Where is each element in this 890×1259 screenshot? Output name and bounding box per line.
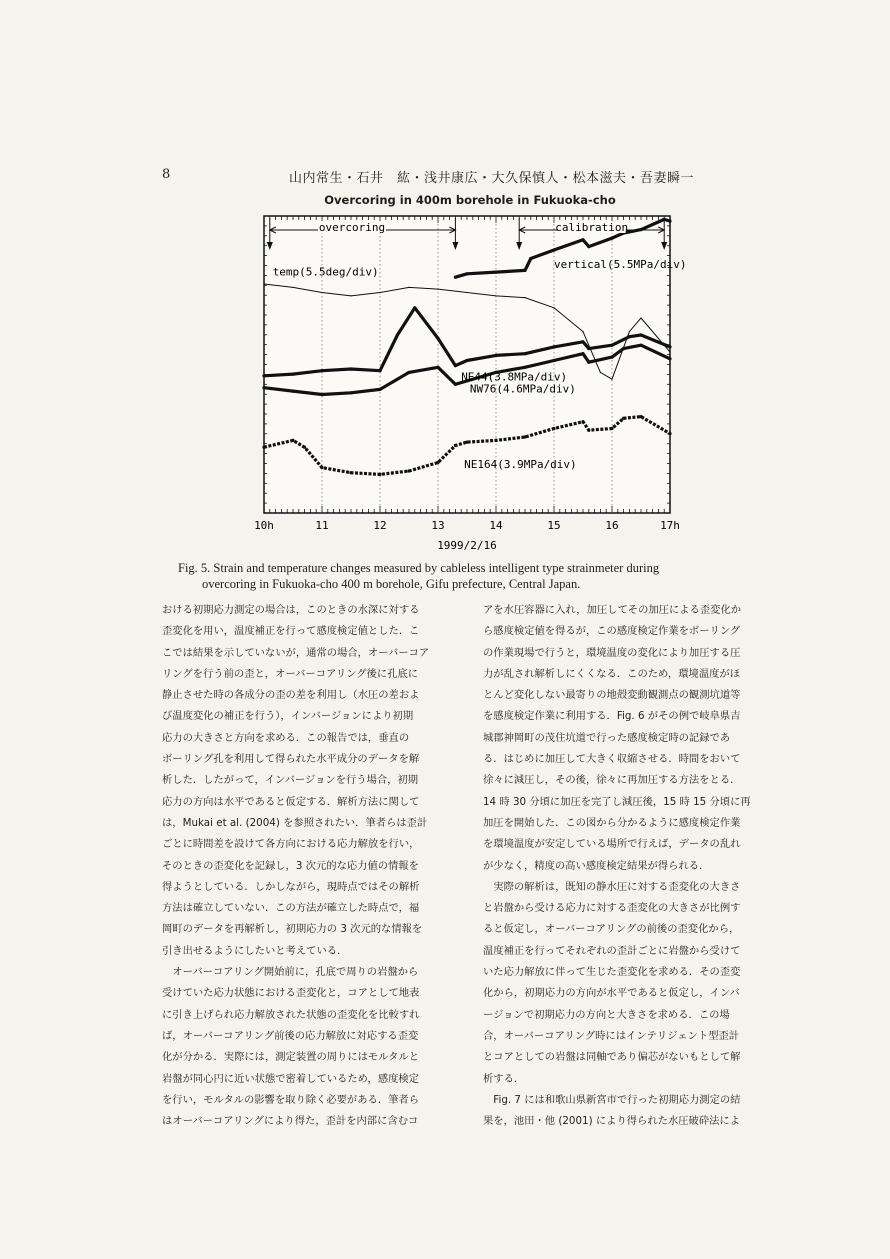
series-label: NW76(4.6MPa/div)	[469, 382, 576, 396]
series-point	[349, 367, 352, 370]
series-point	[628, 335, 631, 338]
text-line: に引き上げられ応力解放された状態の歪変化を比較すれ	[162, 1008, 420, 1021]
series-point	[668, 432, 671, 435]
series-point	[436, 461, 439, 464]
series-point	[668, 220, 671, 223]
series-point	[495, 295, 496, 296]
series-point	[465, 359, 468, 362]
series-point	[494, 354, 497, 357]
series-point	[407, 371, 410, 374]
text-line: アを水圧容器に入れ，加圧してその加圧による歪変化か	[483, 604, 742, 616]
series-label: NE44(3.8MPa/div)	[461, 370, 568, 384]
text-line: を行い，モルタルの影響を取り除く必要がある．筆者ら	[162, 1093, 420, 1106]
text-line: ると仮定し，オーバーコアリングの前後の歪変化から，	[483, 923, 740, 936]
series-point	[523, 352, 526, 355]
text-line: とコアとしての岩盤は同軸であり偏芯がないもとして解	[483, 1051, 741, 1064]
series-point	[494, 439, 497, 442]
series-point	[611, 379, 612, 380]
text-line: 化が分かる．実際には，測定装置の周りにはモルタルと	[162, 1051, 420, 1064]
series-point	[466, 292, 467, 293]
series-point	[262, 386, 265, 389]
series-point	[408, 287, 409, 288]
series-point	[587, 361, 590, 364]
caption-line-2: overcoring in Fukuoka-cho 400 m borehole, Gifu prefecture, Central Japan.	[202, 577, 581, 591]
text-line: 応力の方向は水平であると仮定する．解析方法に関して	[162, 795, 420, 808]
x-axis-label: 1999/2/16	[437, 539, 497, 552]
figure-title: Overcoring in 400m borehole in Fukuoka-cho	[324, 193, 616, 207]
series-point	[379, 292, 380, 293]
annotation-label: calibration	[555, 221, 629, 234]
series-point	[321, 292, 322, 293]
series-point	[610, 344, 613, 347]
text-line: 14 時 30 分頃に加圧を完了し減圧後，15 時 15 分頃に再	[483, 795, 751, 808]
series-point	[291, 390, 294, 393]
text-line: 得ようとしている．しかしながら，現時点ではその解析	[162, 880, 420, 893]
series-point	[349, 391, 352, 394]
series-point	[454, 383, 457, 386]
series-point	[640, 317, 641, 318]
series-point	[378, 473, 381, 476]
text-line: と岩盤から受ける応力に対する歪変化の大きさが比例す	[483, 902, 741, 915]
text-line: いた応力解放に伴って生じた歪変化を求める．その歪変	[483, 966, 741, 979]
text-line: 静止させた時の各成分の歪の差を利用し（水圧の差およ	[162, 689, 420, 702]
text-line: ら感度検定値を得るが，この感度検定作業をボーリング	[483, 625, 741, 638]
text-line: 析する．	[483, 1072, 525, 1085]
text-line: 力が乱され解析しにくくなる．このため，環境温度がほ	[483, 667, 741, 680]
series-point	[523, 435, 526, 438]
series-point	[622, 347, 625, 350]
text-line: る．はじめに加圧して大きく収縮させる．時間をおいて	[483, 753, 741, 766]
running-authors: 山内常生・石井 紘・浅井康広・大久保慎人・松本滋夫・吾妻瞬一	[289, 171, 695, 186]
text-line: 実際の解析は，既知の静水圧に対する歪変化の大きさ	[493, 880, 741, 893]
figure-caption	[178, 560, 778, 592]
series-point	[436, 337, 439, 340]
caption-line-1: Fig. 5. Strain and temperature changes measured by cableless intelligent type strainmeter during	[178, 561, 660, 575]
body-column-right	[483, 600, 775, 1132]
series-label: temp(5.5deg/div)	[272, 265, 379, 279]
series-point	[378, 388, 381, 391]
series-point	[465, 441, 468, 444]
annotation-label: overcoring	[318, 221, 386, 234]
text-line: 応力の大きさと方向を求める．この報告では，垂直の	[162, 731, 410, 744]
text-line: こでは結果を示していないが，通常の場合，オーバーコア	[162, 646, 430, 659]
series-point	[552, 427, 555, 430]
series-point	[552, 359, 555, 362]
text-line: 合，オーバーコアリング時にはインテリジェント型歪計	[483, 1029, 740, 1042]
series-point	[494, 271, 497, 274]
text-line: リングを行う前の歪と，オーバーコアリング後に孔底に	[162, 667, 419, 680]
series-point	[639, 344, 642, 347]
series-point	[303, 446, 306, 449]
series-point	[378, 369, 381, 372]
page-number: 8	[162, 167, 171, 182]
x-tick-label: 16	[605, 519, 619, 532]
series-point	[320, 466, 323, 469]
series-point	[436, 366, 439, 369]
text-line: ごとに時間差を設けて各方向における応力解放を行い，	[162, 838, 420, 851]
text-line: 城郡神岡町の茂住坑道で行った感度検定時の記録であ	[483, 731, 731, 744]
text-line: 歪変化を用い，温度補正を行って感度検定値とした．こ	[162, 625, 420, 638]
series-label: vertical(5.5MPa/div)	[554, 258, 687, 271]
text-line: を感度検定作業に利用する．Fig. 6 がその例で岐阜県吉	[483, 710, 741, 723]
x-tick-label: 14	[489, 519, 503, 532]
series-point	[553, 307, 554, 308]
text-line: 徐々に減圧し，その後，徐々に再加圧する方法をとる．	[483, 774, 741, 787]
series-point	[291, 373, 294, 376]
series-point	[320, 393, 323, 396]
series-point	[292, 287, 293, 288]
text-line: 果を，池田・他 (2001) により得られた水圧破砕法によ	[483, 1115, 741, 1128]
series-label: NE164(3.9MPa/div)	[464, 458, 577, 472]
text-line: ボーリング孔を利用して得られた水平成分のデータを解	[162, 753, 420, 766]
series-point	[610, 427, 613, 430]
series-point	[610, 356, 613, 359]
series-point	[262, 374, 265, 377]
series-point	[523, 366, 526, 369]
series-point	[622, 417, 625, 420]
page-header	[0, 167, 890, 189]
body-column-left	[162, 600, 454, 1132]
series-point	[629, 331, 630, 332]
x-tick-label: 12	[373, 519, 387, 532]
text-line: 加圧を開始した．この図から分かるように感度検定作業	[483, 816, 741, 829]
series-point	[413, 306, 416, 309]
series-point	[581, 238, 584, 241]
text-line: の作業現場で行うと，環境温度の変化により加圧する圧	[483, 646, 741, 659]
text-line: 方法は確立していない．この方法が確立した時点で，福	[162, 902, 420, 915]
x-tick-label: 17h	[660, 519, 680, 532]
text-line: はオーバーコアリングにより得た，歪計を内部に含むコ	[162, 1115, 419, 1128]
series-point	[668, 345, 671, 348]
series-point	[524, 297, 525, 298]
series-point	[320, 369, 323, 372]
text-line: 受けていた応力状態における歪変化と，コアとして地表	[162, 987, 420, 1000]
series-point	[552, 248, 555, 251]
x-tick-label: 15	[547, 519, 561, 532]
text-line: 岡町のデータを再解析し，初期応力の 3 次元的な情報を	[162, 923, 423, 936]
text-line: は，Mukai et al. (2004) を参照されたい．筆者らは歪計	[162, 816, 428, 829]
text-line: 化から，初期応力の方向が水平であると仮定し，インバ	[483, 987, 740, 1000]
series-point	[639, 333, 642, 336]
series-point	[454, 444, 457, 447]
series-point	[350, 295, 351, 296]
series-point	[651, 223, 654, 226]
text-line: とんど変化しない最寄りの地殻変動観測点の観測坑道等	[483, 689, 741, 702]
series-point	[454, 276, 457, 279]
series-point	[437, 289, 438, 290]
x-tick-label: 11	[315, 519, 329, 532]
series-point	[587, 347, 590, 350]
text-line: 温度補正を行ってそれぞれの歪計ごとに岩盤から受けて	[483, 944, 741, 957]
text-line: そのときの歪変化を記録し，3 次元的な応力値の情報を	[162, 859, 419, 872]
series-point	[523, 269, 526, 272]
series-point	[669, 351, 670, 352]
text-line: 引き出せるようにしたいと考えている．	[162, 944, 348, 957]
series-point	[581, 352, 584, 355]
series-point	[262, 446, 265, 449]
series-point	[582, 331, 583, 332]
series-point	[610, 237, 613, 240]
series-point	[639, 415, 642, 418]
series-point	[552, 345, 555, 348]
series-point	[454, 364, 457, 367]
series-point	[529, 257, 532, 260]
series-point	[396, 333, 399, 336]
series-point	[668, 357, 671, 360]
text-line: 岩盤が同心円に近い状態で密着しているため，感度検定	[162, 1072, 420, 1085]
series-point	[465, 272, 468, 275]
text-line: び温度変化の補正を行う），インバージョンにより初期	[162, 710, 414, 723]
text-line: ば，オーバーコアリング前後の応力解放に対応する歪変	[162, 1029, 419, 1042]
text-line: オーバーコアリング開始前に，孔底で周りの岩盤から	[172, 966, 419, 979]
series-point	[587, 245, 590, 248]
text-line: ージョンで初期応力の方向と大きさを求める．この場	[483, 1008, 730, 1021]
series-point	[349, 471, 352, 474]
text-line: おける初期応力測定の場合は，このときの水深に対する	[162, 604, 420, 616]
series-point	[581, 340, 584, 343]
text-line: を環境温度が安定している場所で行えば，データの乱れ	[483, 838, 741, 851]
series-point	[291, 439, 294, 442]
strain-chart	[250, 208, 690, 558]
series-point	[600, 372, 601, 373]
x-tick-label: 10h	[254, 519, 274, 532]
text-line: が少なく，精度の高い感度検定結果が得られる．	[483, 859, 710, 872]
series-point	[263, 283, 264, 284]
text-line: Fig. 7 には和歌山県新宮市で行った初期応力測定の結	[493, 1093, 741, 1106]
series-point	[581, 420, 584, 423]
series-point	[407, 469, 410, 472]
x-tick-label: 13	[431, 519, 445, 532]
series-point	[587, 429, 590, 432]
text-line: 析した．したがって，インバージョンを行う場合，初期	[162, 774, 419, 787]
